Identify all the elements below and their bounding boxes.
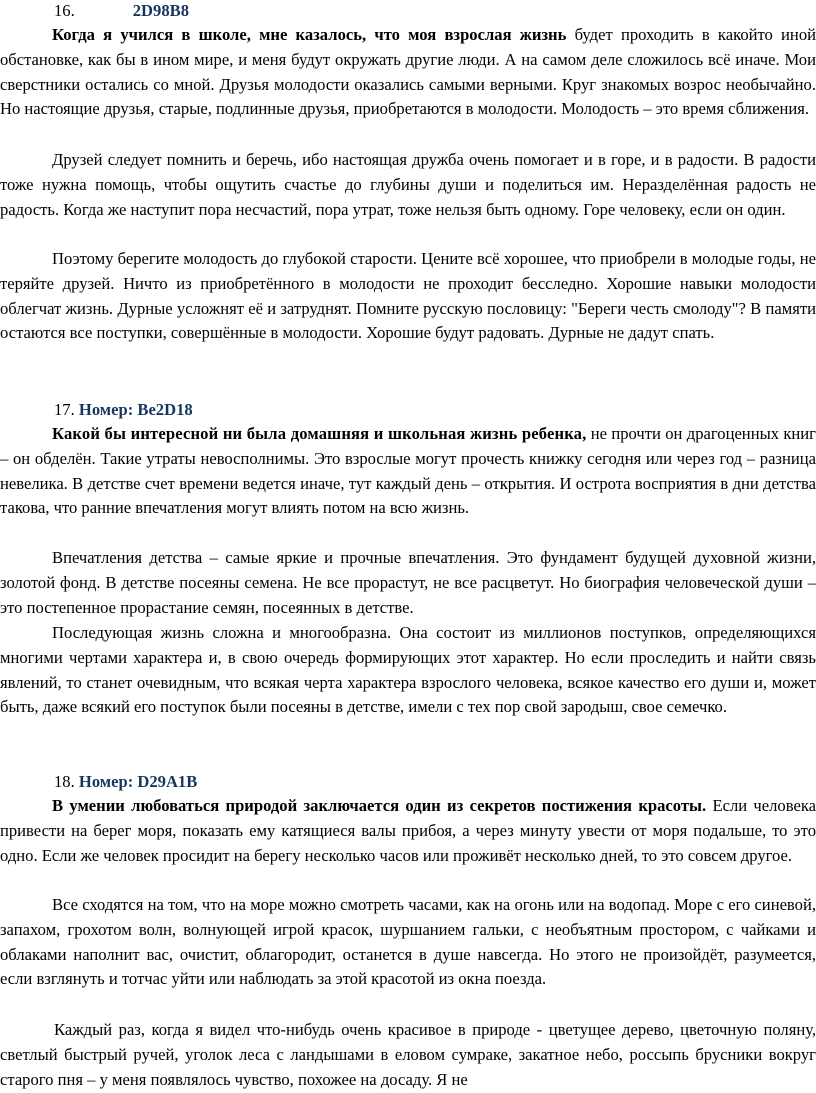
paragraph-lead: Какой бы интересной ни была домашняя и школьная жизнь ребенка, [52,424,587,443]
task-heading [54,398,193,423]
paragraph-text: Поэтому берегите молодость до глубокой старости. Цените всё хорошее, что приобрели в молодые годы, не теряйте друзей. Ничто из приобретённого в молодости не проходит бесследно. Хорошие навыки молодости облегчат жизнь. Дурные усложнят её и затруднят. Помните русскую пословицу: "Береги честь смолоду"? В памяти остаются все поступки, совершённые в молодости. Хорошие будут радовать. Дурные не дадут спать. [0,249,816,343]
paragraph [0,422,816,521]
paragraph-lead: Когда я учился в школе, мне казалось, что моя взрослая жизнь [52,25,567,44]
paragraph-text: Последующая жизнь сложна и многообразна. Она состоит из миллионов поступков, определяющихся многими чертами характера и, в свою очередь формирующих этот характер. Но если проследить и найти связь явлений, то станет очевидным, что всякая черта характера взрослого человека, всякое качество его души и, может быть, даже всякий его поступок были посеяны в детстве, имели с тех пор свой зародыш, свое семечко. [0,623,816,717]
paragraph-text: Впечатления детства – самые яркие и прочные впечатления. Это фундамент будущей духовной жизни, золотой фонд. В детстве посеяны семена. Не все прорастут, не все расцветут. Но биография человеческой души – это постепенное прорастание семян, посеянных в детстве. [0,548,816,617]
task-code: Be2D18 [137,400,193,419]
paragraph-text: Если человека привести на берег моря, показать ему катящиеся валы прибоя, а через минуту увести от моря подальше, то это одно. Если же человек просидит на берегу несколько часов или проживёт несколько дней, то это совсем другое. [0,796,816,865]
paragraph [0,893,816,992]
task-number: 18. [54,772,75,791]
task-code: D29A1B [137,772,198,791]
paragraph-lead: В умении любоваться природой заключается один из секретов постижения красоты. [52,796,707,815]
task-code: 2D98B8 [132,1,189,20]
paragraph-text: будет проходить в какойто иной обстановке, как бы в ином мире, и меня будут окружать другие люди. А на самом деле сложилось всё иначе. Мои сверстники остались со мной. Друзья молодости оказались самыми верными. Круг знакомых возрос необычайно. Но настоящие друзья, старые, подлинные друзья, приобретаются в молодости. Молодость – это время сближения. [0,25,816,119]
paragraph-text: не прочти он драгоценных книг – он обделён. Такие утраты невосполнимы. Это взрослые могут прочесть книжку сегодня или через год – разница невелика. В детстве счет времени ведется иначе, тут каждый день – открытия. И острота восприятия в дни детства такова, что ранние впечатления могут влиять потом на всю жизнь. [0,424,816,518]
paragraph [0,546,816,620]
paragraph [0,794,816,868]
paragraph [0,621,816,720]
paragraph-text: Каждый раз, когда я видел что-нибудь очень красивое в природе - цветущее дерево, цветочную поляну, светлый быстрый ручей, уголок леса с ландышами в еловом сумраке, закатное небо, россыпь брусники вокруг старого пня – у меня появлялось чувство, похожее на досаду. Я не [0,1020,816,1089]
task-heading [54,0,189,24]
task-number: 16. [54,1,75,20]
paragraph-text: Все сходятся на том, что на море можно смотреть часами, как на огонь или на водопад. Море с его синевой, запахом, грохотом волн, волнующей игрой красок, шуршанием гальки, с необъятным простором, с чайками и облаками наполнит вас, очистит, облагородит, останется в душе навсегда. Но этого не произойдёт, разумеется, если взглянуть и тотчас уйти или наблюдать за этой красотой из окна поезда. [0,895,816,989]
paragraph [0,247,816,346]
paragraph-text: Друзей следует помнить и беречь, ибо настоящая дружба очень помогает и в горе, и в радости. В радости тоже нужна помощь, чтобы ощутить счастье до глубины души и поделиться им. Неразделённая радость не радость. Когда же наступит пора несчастий, пора утрат, тоже нельзя быть одному. Горе человеку, если он один. [0,150,816,219]
task-number: 17. [54,400,75,419]
task-heading [54,770,197,795]
paragraph [0,148,816,222]
task-label: Номер: [78,400,134,419]
paragraph [0,23,816,122]
task-label: Номер: [78,772,134,791]
paragraph [0,1018,816,1092]
